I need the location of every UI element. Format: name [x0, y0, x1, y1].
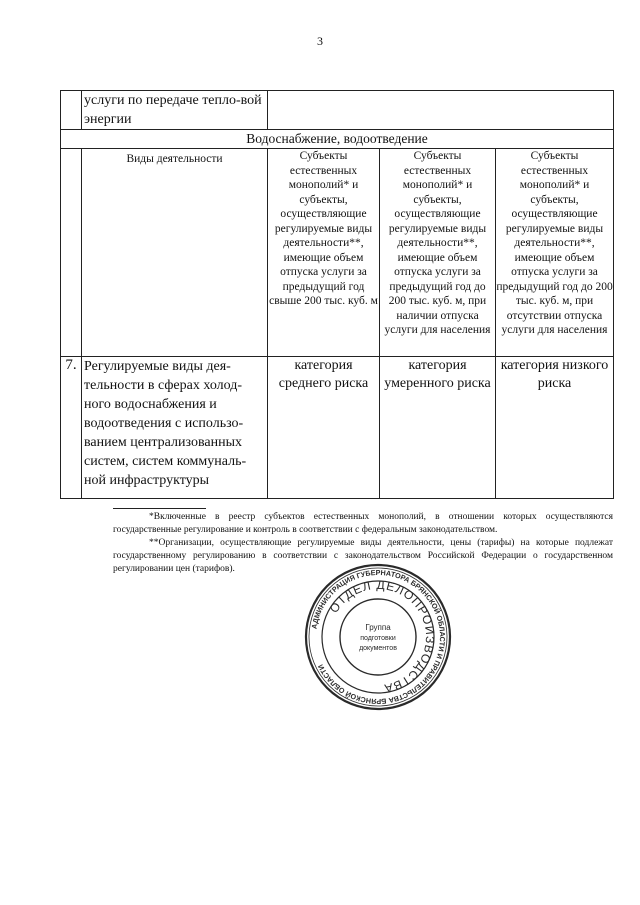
table-row-heat-services: [61, 91, 614, 130]
stamp-middle-text: ОТДЕЛ ДЕЛОПРОИЗВОДСТВА: [326, 577, 438, 696]
header-large-volume: Субъекты естественных монополий* и субъекты, осуществляющие регулируемые виды деятельности**, имеющие объем отпуска услуги за предыдущий год свыше 200 тыс. куб. м: [268, 149, 380, 357]
table-row-7: [61, 357, 614, 499]
risk-medium: категория среднего риска: [268, 357, 380, 499]
stamp-center-line-3: документов: [359, 645, 397, 652]
office-stamp: [303, 562, 453, 712]
section-header-row: [61, 130, 614, 149]
column-header-row: [61, 149, 614, 357]
footnote-2: **Организации, осуществляющие регулируемые виды деятельности, цены (тарифы) на которые подлежат государственному регулированию в соответствии с законодательством Российской Федерации о государственном регулировании цен (тарифов).: [113, 538, 613, 574]
footnote-1: *Включенные в реестр субъектов естественных монополий, в отношении которых осуществляются государственные регулирование и контроль в соответствии с федеральным законодательством.: [113, 512, 613, 535]
stamp-center-line-2: подготовки: [360, 635, 396, 642]
risk-low: категория низкого риска: [496, 357, 614, 499]
header-number-cell: [61, 149, 82, 357]
page-number: 3: [317, 34, 323, 48]
row-activity: Регулируемые виды дея-тельности в сферах холод-ного водоснабжения и водоотведения с использо-ванием централизованных систем, систем коммуналь-ной инфраструктуры: [82, 357, 268, 499]
row-number-cell: [61, 91, 82, 130]
empty-cell: [268, 91, 614, 130]
header-small-volume-no-population: Субъекты естественных монополий* и субъекты, осуществляющие регулируемые виды деятельности**, имеющие объем отпуска услуги за предыдущий год до 200 тыс. куб. м, при отсутствии отпуска услуги для населения: [496, 149, 614, 357]
header-small-volume-with-population: Субъекты естественных монополий* и субъекты, осуществляющие регулируемые виды деятельности**, имеющие объем отпуска услуги за предыдущий год до 200 тыс. куб. м, при наличии отпуска услуги для населения: [380, 149, 496, 357]
activity-risk-table: [60, 90, 614, 499]
risk-moderate: категория умеренного риска: [380, 357, 496, 499]
footnote-separator: [113, 508, 206, 509]
stamp-center-line-1: Группа: [365, 623, 391, 632]
stamp-outer-text: АДМИНИСТРАЦИЯ ГУБЕРНАТОРА БРЯНСКОЙ ОБЛАСТИ И ПРАВИТЕЛЬСТВА БРЯНСКОЙ ОБЛАСТИ: [309, 567, 448, 707]
section-title: Водоснабжение, водоотведение: [61, 130, 614, 149]
row-number: 7.: [61, 357, 82, 499]
heat-services-text: услуги по передаче тепло-вой энергии: [82, 91, 268, 130]
header-activity-type: Виды деятельности: [82, 149, 268, 357]
